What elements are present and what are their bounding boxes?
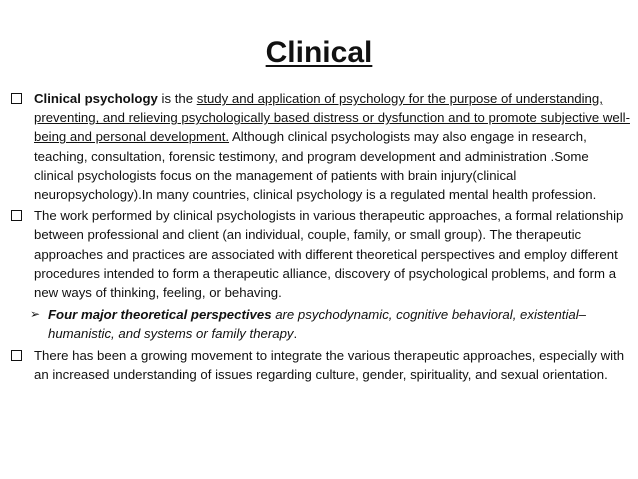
bullet1-text-a: is the — [157, 91, 197, 106]
bullet1-text-b: Although clinical psychologists may also engage in research, teaching, consultation, forensic testimony, and program development and administration .Some clinical psychologists focus on the management of patients with brain injury(clinical neuropsychology).In many countries, clinical psychology is a regulated mental health profession. — [34, 129, 597, 203]
arrow-bullet-icon: ➢ — [30, 307, 41, 322]
bullet-clinical-psychology — [8, 89, 630, 204]
bullet2-text: The work performed by clinical psychologists in various therapeutic approaches, a formal relationship between professional and client (an individual, couple, family, or small group). The therapeutic approaches and practices are associated with different theoretical perspectives and employ different procedures intended to form a therapeutic alliance, discovery of psychological problems, and form a new ways of thinking, feeling, or behaving. — [34, 208, 624, 301]
square-bullet-icon — [11, 93, 22, 104]
square-bullet-icon — [11, 350, 22, 361]
square-bullet-icon — [11, 210, 22, 221]
sub1-text: are psychodynamic, cognitive behavioral, existential–humanistic, and systems or family therapy — [48, 307, 587, 342]
bullet1-definition: study and application of psychology for the purpose of understanding, preventing, and relieving psychologically based distress or dysfunction and to promote subjective well-being and personal development. — [34, 91, 630, 145]
slide-title: Clinical — [265, 36, 373, 69]
term-clinical-psychology: Clinical psychology — [34, 91, 158, 106]
bullet3-text: There has been a growing movement to integrate the various therapeutic approaches, especially with an increased understanding of issues regarding culture, gender, spirituality, and sexual orientation. — [34, 347, 625, 382]
bullet-work-performed — [8, 206, 630, 302]
bullet-growing-movement — [8, 346, 630, 384]
sub1-end: . — [293, 326, 298, 342]
term-four-perspectives: Four major theoretical perspectives — [48, 307, 272, 323]
sub-bullet-perspectives — [8, 305, 630, 343]
slide-content — [8, 89, 630, 384]
